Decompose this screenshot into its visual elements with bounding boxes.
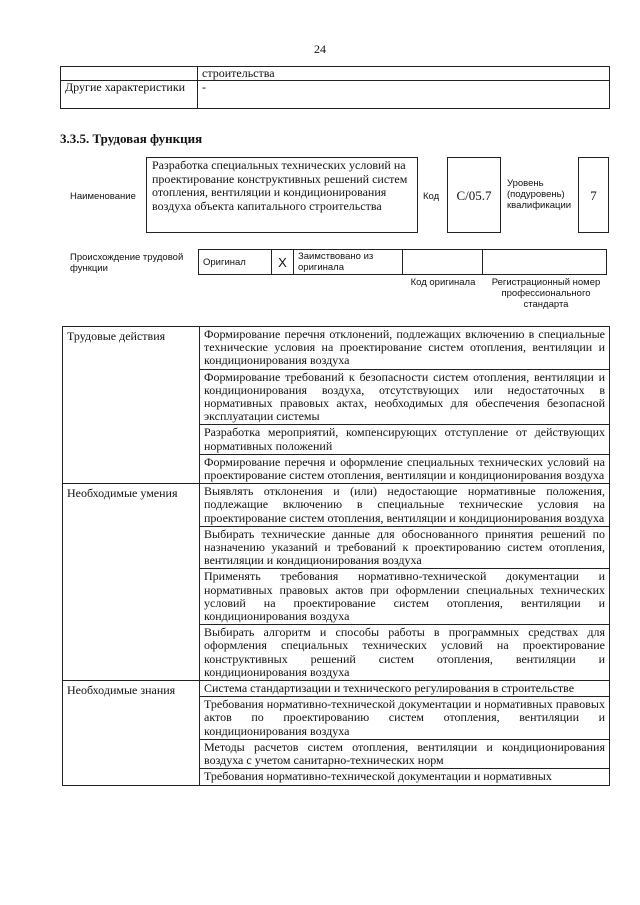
section-heading: 3.3.5. Трудовая функция	[60, 131, 203, 146]
table-cell: Формирование перечня отклонений, подлежащих включению в специальные технические условия на проектирование систем отопления, вентиляции и кондиционирования воздуха	[200, 327, 610, 370]
original-code-caption: Код оригинала	[410, 277, 476, 288]
original-mark: X	[272, 250, 294, 275]
page-number: 24	[314, 42, 326, 56]
registration-number-caption: Регистрационный номер профессионального стандарта	[491, 277, 601, 310]
table-cell: Система стандартизации и технического регулирования в строительстве	[200, 681, 610, 697]
table-row	[61, 81, 610, 109]
original-cell: Оригинал	[199, 250, 272, 275]
level-label: Уровень (подуровень) квалификации	[507, 178, 572, 211]
table-cell: Требования нормативно-технической документации и нормативных правовых актов по проектированию систем отопления, вентиляции и кондиционирования воздуха	[200, 697, 610, 740]
origin-table	[198, 249, 607, 275]
table-cell: Формирование требований к безопасности систем отопления, вентиляции и кондиционирования воздуха, отсутствующих или недостаточных в нормативных правовых актах, необходимых для обеспечения безопасной эксплуатации системы	[200, 369, 610, 425]
original-code-cell	[403, 250, 483, 275]
code-label: Код	[423, 191, 440, 202]
registration-number-cell	[483, 250, 607, 275]
level-value-box: 7	[578, 157, 609, 233]
table-row	[63, 681, 610, 697]
required-knowledge-label: Необходимые знания	[63, 681, 200, 785]
table-cell: Формирование перечня и оформление специальных технических условий на проектирование систем отопления, вентиляции и кондиционирования воздуха	[200, 454, 610, 483]
origin-label: Происхождение трудовой функции	[70, 252, 184, 274]
table-cell: Выявлять отклонения и (или) недостающие нормативные положения, подлежащие включению в специальные технические условия на проектирование систем отопления, вентиляции и кондиционирования воздуха	[200, 484, 610, 527]
table-cell: Требования нормативно-технической документации и нормативных	[200, 769, 610, 785]
continuation-table	[60, 66, 610, 109]
table-row	[199, 250, 607, 275]
labor-actions-label: Трудовые действия	[63, 327, 200, 484]
table-row	[63, 484, 610, 527]
table-cell: Разработка мероприятий, компенсирующих отступление от действующих нормативных положений	[200, 425, 610, 454]
required-skills-label: Необходимые умения	[63, 484, 200, 681]
table-cell: строительства	[198, 67, 610, 81]
borrowed-cell: Заимствовано из оригинала	[294, 250, 403, 275]
table-cell: Методы расчетов систем отопления, вентиляции и кондиционирования воздуха с учетом санитарно-технических норм	[200, 739, 610, 768]
table-row	[61, 67, 610, 81]
table-cell: Выбирать алгоритм и способы работы в программных средствах для оформления специальных технических условий на проектирование конструктивных решений систем отопления, вентиляции и кондиционирования воздуха	[200, 625, 610, 681]
other-characteristics-label: Другие характеристики	[61, 81, 198, 109]
function-name-box: Разработка специальных технических условий на проектирование конструктивных решений систем отопления, вентиляции и кондиционирования воздуха объекта капитального строительства	[146, 157, 418, 233]
table-row	[63, 327, 610, 370]
name-label: Наименование	[70, 191, 136, 202]
labor-function-table	[62, 326, 610, 786]
other-characteristics-value: -	[198, 81, 610, 109]
table-cell: Применять требования нормативно-технической документации и нормативных правовых актов при оформлении специальных технических условий на проектирование систем отопления, вентиляции и кондиционирования воздуха	[200, 569, 610, 625]
table-cell: Выбирать технические данные для обоснованного принятия решений по назначению указаний и требований к проектированию систем отопления, вентиляции и кондиционирования воздуха	[200, 526, 610, 569]
function-code-box: C/05.7	[447, 157, 501, 233]
